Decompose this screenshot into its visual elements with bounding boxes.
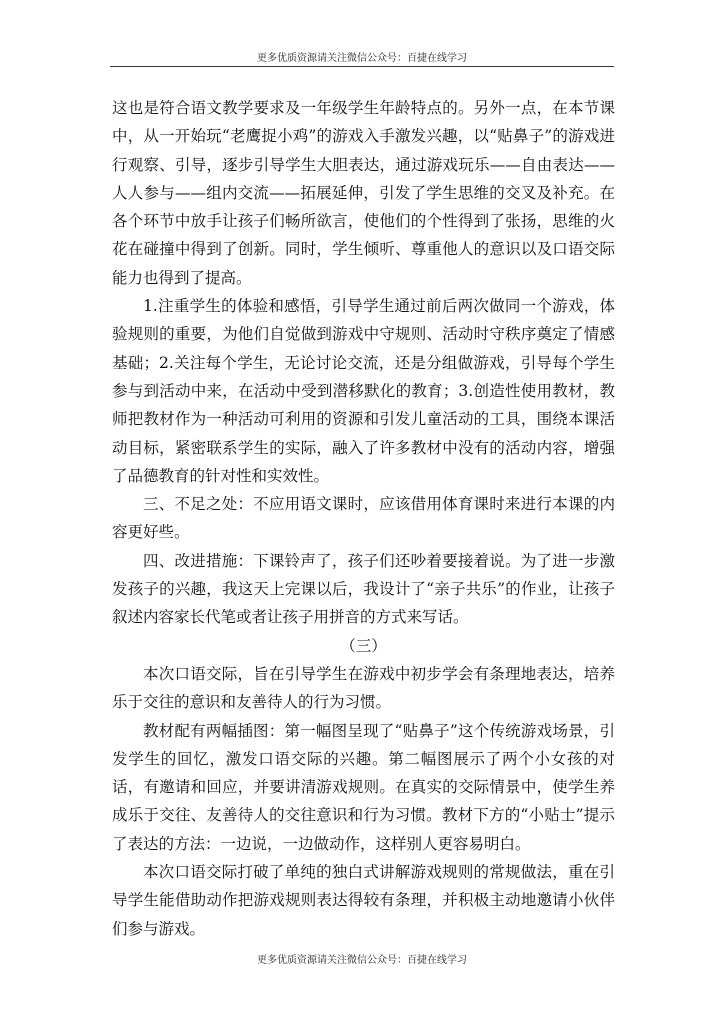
paragraph-approach: 本次口语交际打破了单纯的独白式讲解游戏规则的常规做法，重在引导学生能借助动作把游戏规则表达得较有条理，并积极主动地邀请小伙伴们参与游戏。 <box>112 863 615 938</box>
paragraph-highlights: 1.注重学生的体验和感悟，引导学生通过前后两次做同一个游戏，体验规则的重要，为他们自觉做到游戏中守规则、活动时守秩序奠定了情感基础；2.关注每个学生，无论讨论交流，还是分组做游戏，引导每个学生参与到活动中来，在活动中受到潜移默化的教育；3.创造性使用教材，教师把教材作为一种活动可利用的资源和引发儿童活动的工具，围绕本课活动目标，紧密联系学生的实际，融入了许多教材中没有的活动内容，增强了品德教育的针对性和实效性。 <box>112 297 615 485</box>
paragraph-improvements: 四、改进措施：下课铃声了，孩子们还吵着要接着说。为了进一步激发孩子的兴趣，我这天上完课以后，我设计了“亲子共乐”的作业，让孩子叙述内容家长代笔或者让孩子用拼音的方式来写话。 <box>112 551 615 627</box>
paragraph-textbook: 教材配有两幅插图：第一幅图呈现了“贴鼻子”这个传统游戏场景，引发学生的回忆，激发口语交际的兴趣。第二幅图展示了两个小女孩的对话，有邀请和回应，并要讲清游戏规则。在真实的交际情景中，使学生养成乐于交往、友善待人的交往意识和行为习惯。教材下方的“小贴士”提示了表达的方法：一边说，一边做动作，这样别人更容易明白。 <box>112 721 615 853</box>
section-heading: （三） <box>340 636 387 655</box>
page-header: 更多优质资源请关注微信公众号：百捷在线学习 <box>257 53 467 64</box>
header-divider <box>110 66 614 67</box>
document-body <box>112 94 615 943</box>
paragraph-summary: 这也是符合语文教学要求及一年级学生年龄特点的。另外一点，在本节课中，从一开始玩“老鹰捉小鸡”的游戏入手激发兴趣，以“贴鼻子”的游戏进行观察、引导，逐步引导学生大胆表达，通过游戏玩乐——自由表达——人人参与——组内交流——拓展延伸，引发了学生思维的交叉及补充。在各个环节中放手让孩子们畅所欲言，使他们的个性得到了张扬，思维的火花在碰撞中得到了创新。同时，学生倾听、尊重他人的意识以及口语交际能力也得到了提高。 <box>112 99 615 287</box>
page-footer: 更多优质资源请关注微信公众号：百捷在线学习 <box>257 955 467 966</box>
paragraph-goal: 本次口语交际，旨在引导学生在游戏中初步学会有条理地表达，培养乐于交往的意识和友善待人的行为习惯。 <box>112 664 615 712</box>
paragraph-shortcomings: 三、不足之处：不应用语文课时，应该借用体育课时来进行本课的内容更好些。 <box>112 495 615 542</box>
